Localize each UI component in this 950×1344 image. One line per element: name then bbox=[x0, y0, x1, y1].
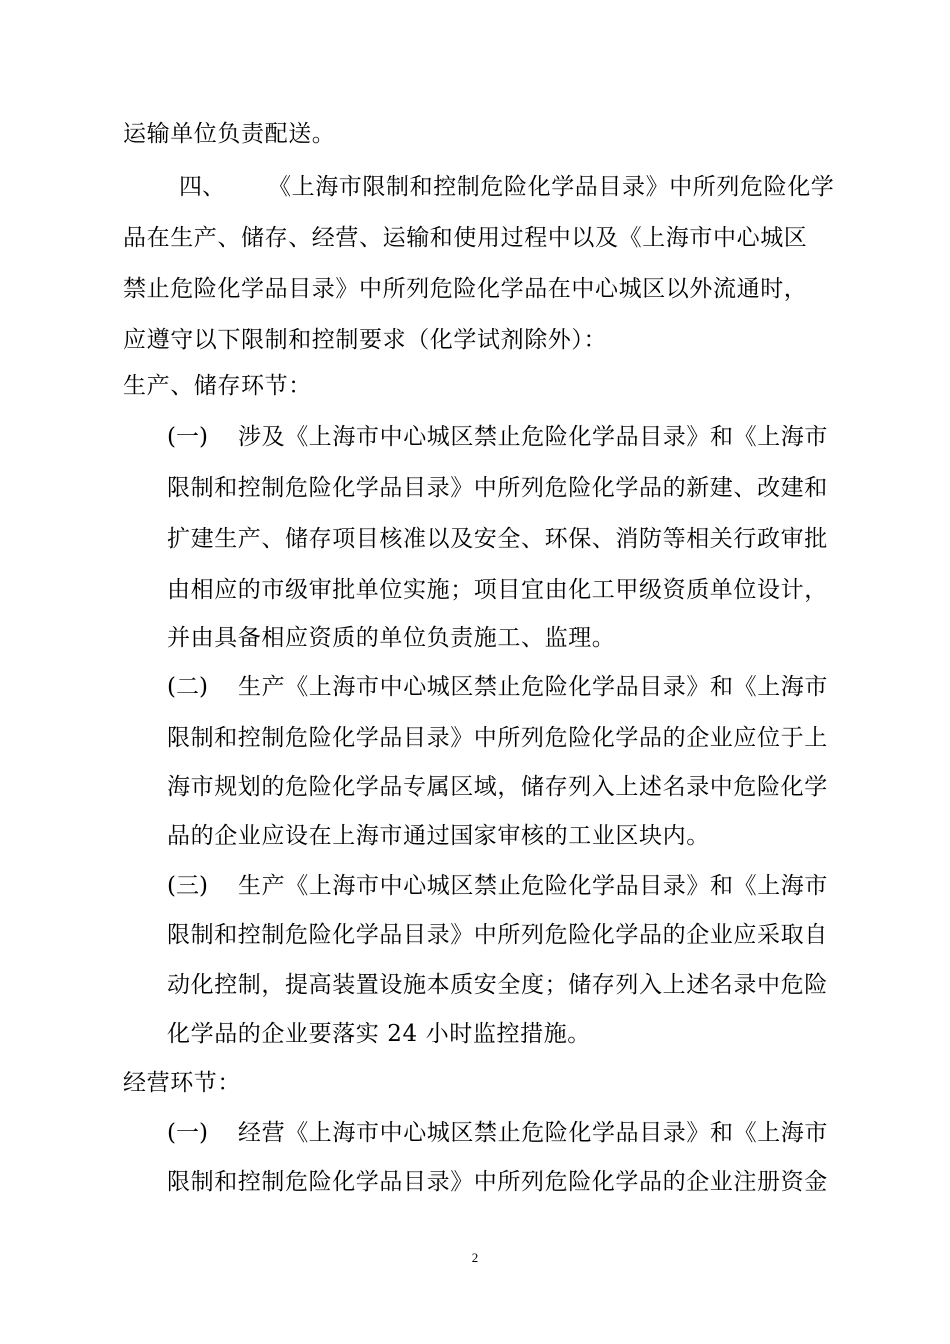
business-item-1-line: 限制和控制危险化学品目录》中所列危险化学品的企业注册资金 bbox=[167, 1169, 828, 1195]
production-item-1-label: (一) bbox=[167, 424, 208, 450]
section4-line: 《上海市限制和控制危险化学品目录》中所列危险化学 bbox=[268, 174, 835, 200]
production-item-3-line: 动化控制，提高装置设施本质安全度；储存列入上述名录中危险 bbox=[167, 972, 828, 998]
production-item-3-line: 生产《上海市中心城区禁止危险化学品目录》和《上海市 bbox=[238, 873, 828, 899]
production-item-3-label: (三) bbox=[167, 873, 208, 899]
section4-line: 禁止危险化学品目录》中所列危险化学品在中心城区以外流通时， bbox=[123, 276, 808, 302]
business-heading: 经营环节： bbox=[123, 1070, 241, 1096]
production-item-3-line: 化学品的企业要落实 24 小时监控措施。 bbox=[167, 1021, 591, 1047]
section4-line: 应遵守以下限制和控制要求（化学试剂除外）： bbox=[123, 327, 608, 353]
business-item-1-line: 经营《上海市中心城区禁止危险化学品目录》和《上海市 bbox=[238, 1120, 828, 1146]
production-heading: 生产、储存环节： bbox=[123, 373, 312, 399]
production-item-1-line: 并由具备相应资质的单位负责施工、监理。 bbox=[167, 625, 616, 651]
page-number: 2 bbox=[471, 1250, 479, 1265]
production-item-1-line: 限制和控制危险化学品目录》中所列危险化学品的新建、改建和 bbox=[167, 475, 828, 501]
business-item-1-label: (一) bbox=[167, 1120, 208, 1146]
production-item-2-line: 海市规划的危险化学品专属区域，储存列入上述名录中危险化学 bbox=[167, 774, 828, 800]
production-item-2-label: (二) bbox=[167, 674, 208, 700]
production-item-1-line: 涉及《上海市中心城区禁止危险化学品目录》和《上海市 bbox=[238, 424, 828, 450]
production-item-2-line: 限制和控制危险化学品目录》中所列危险化学品的企业应位于上 bbox=[167, 725, 828, 751]
production-item-1-line: 由相应的市级审批单位实施；项目宜由化工甲级资质单位设计， bbox=[167, 577, 828, 603]
production-item-1-line: 扩建生产、储存项目核准以及安全、环保、消防等相关行政审批 bbox=[167, 526, 828, 552]
production-item-3-line: 限制和控制危险化学品目录》中所列危险化学品的企业应采取自 bbox=[167, 922, 828, 948]
production-item-2-line: 品的企业应设在上海市通过国家审核的工业区块内。 bbox=[167, 823, 710, 849]
section4-line: 品在生产、储存、经营、运输和使用过程中以及《上海市中心城区 bbox=[123, 225, 808, 251]
intro-end-line: 运输单位负责配送。 bbox=[123, 121, 336, 147]
section4-label: 四、 bbox=[179, 174, 225, 200]
production-item-2-line: 生产《上海市中心城区禁止危险化学品目录》和《上海市 bbox=[238, 674, 828, 700]
